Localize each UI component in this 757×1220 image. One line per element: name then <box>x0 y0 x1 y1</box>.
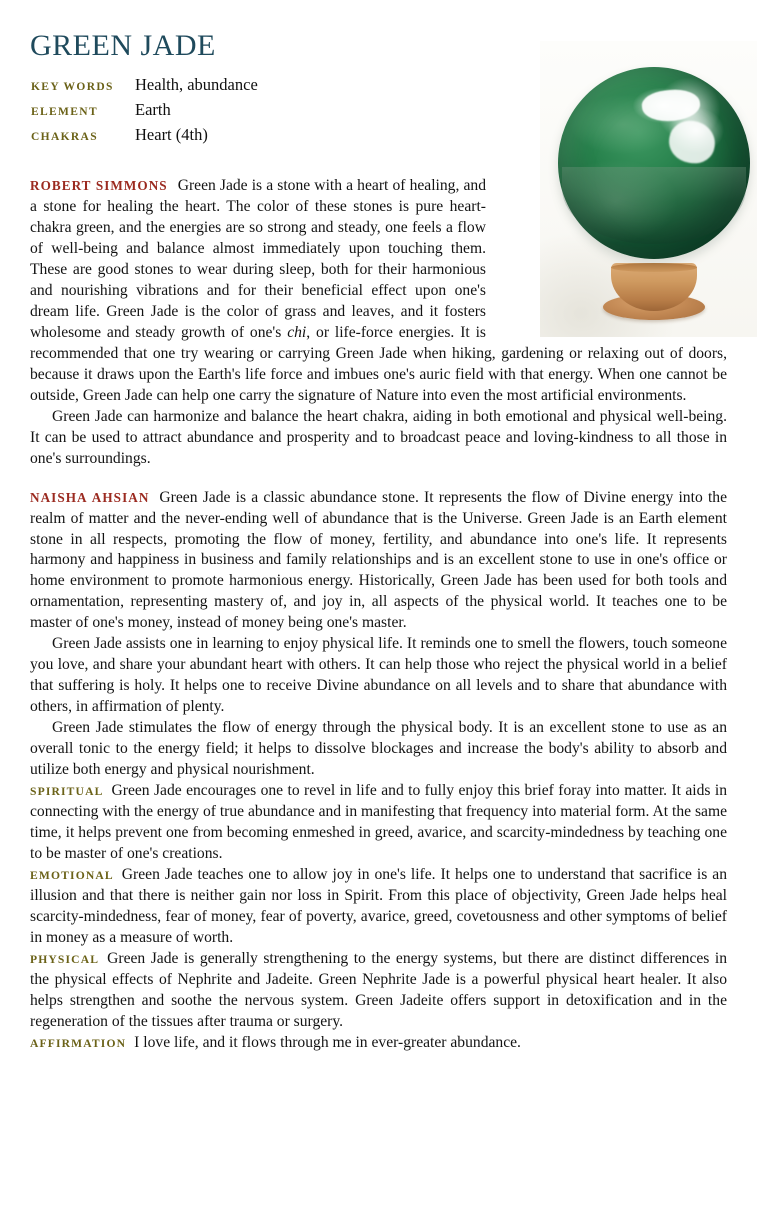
paragraph-spiritual <box>30 781 727 865</box>
article-body <box>30 176 727 1054</box>
section-label-emotional: EMOTIONAL <box>30 869 114 882</box>
section-text-emotional: Green Jade teaches one to allow joy in one's life. It helps one to understand that sacrifice is an illusion and that there is neither gain nor loss in Spirit. From this place of objectivity, Green Jade helps heal scarcity-mindedness, fear of money, fear of poverty, avarice, greed, covetousness and other symptoms of belief in money as a measure of worth. <box>30 866 727 946</box>
stone-attributes <box>31 74 471 149</box>
simmons-italic-chi: chi <box>287 323 307 341</box>
section-text-physical: Green Jade is generally strengthening to the energy systems, but there are distinct differences in the physical effects of Nephrite and Jadeite. Green Nephrite Jade is a powerful physical heart healer. It also helps strengthen and soothe the nervous system. Green Jadeite offers support in detoxification and in the regeneration of the tissues after trauma or surgery. <box>30 949 727 1030</box>
page-title: GREEN JADE <box>30 29 216 62</box>
paragraph-emotional <box>30 865 727 949</box>
ahsian-paragraph-1-text: Green Jade is a classic abundance stone. It represents the flow of Divine energy into the realm of matter and the never-ending well of abundance that is the Universe. Green Jade is an Earth element stone in all respects, promoting the flow of money, fertility, and abundance into one's life. It represents harmony and happiness in business and family relationships and is an excellent stone to use in one's office or home environment to promote harmonious energy. Historically, Green Jade has been used for both tools and ornamentation, representing mastery of, and joy in, all aspects of the physical world. It teaches one to be master of one's money, instead of money being one's master. <box>30 488 727 632</box>
attribute-label-chakras: CHAKRAS <box>31 131 98 144</box>
simmons-paragraph-1-part-a: Green Jade is a stone with a heart of healing, and a stone for healing the heart. The color of these stones is pure heart-chakra green, and the energies are so strong and steady, one feels a flow of well-being and balance almost immediately upon touching them. These are good stones to wear during sleep, both for their harmonious and nourishing vibrations and for their beneficial effect upon one's dream life. Green Jade is the color of grass and leaves, and it fosters wholesome and steady growth of one's <box>30 177 486 341</box>
paragraph-simmons-2: Green Jade can harmonize and balance the heart chakra, aiding in both emotional and physical well-being. It can be used to attract abundance and prosperity and to broadcast peace and loving-kindness to all those in one's surroundings. <box>30 407 727 467</box>
attribute-value-key-words: Health, abundance <box>135 75 258 94</box>
attribute-row-element <box>31 99 471 120</box>
section-text-affirmation: I love life, and it flows through me in ever-greater abundance. <box>134 1033 521 1051</box>
simmons-paragraph-1-part-b: , or life-force energies. It is recommended that one try wearing or carrying Green Jade when hiking, gardening or relaxing out of doors, because it draws upon the Earth's life force and imbues one's auric field with that energy. When one cannot be outside, Green Jade can help one carry the signature of Nature into even the most artificial environments. <box>30 323 727 404</box>
attribute-row-key-words <box>31 74 471 95</box>
author-byline-ahsian: NAISHA AHSIAN <box>30 489 150 505</box>
section-label-spiritual: SPIRITUAL <box>30 785 104 799</box>
author-byline-simmons: ROBERT SIMMONS <box>30 178 168 193</box>
attribute-value-element: Earth <box>135 100 171 120</box>
paragraph-ahsian-2: Green Jade assists one in learning to enjoy physical life. It reminds one to smell the flowers, touch someone you love, and share your abundant heart with others. It can help those who reject the physical world in a belief that suffering is holy. It helps one to receive Divine abundance on all levels and to share that abundance with others, in affirmation of plenty. <box>30 635 727 716</box>
paragraph-ahsian-1 <box>30 488 727 635</box>
attribute-value-chakras: Heart (4th) <box>135 125 208 145</box>
paragraph-ahsian-3: Green Jade stimulates the flow of energy through the physical body. It is an excellent stone to use as an overall tonic to the energy field; it helps to dissolve blockages and increase the body's ability to absorb and utilize both energy and physical nourishment. <box>30 719 727 779</box>
attribute-label-key-words: KEY WORDS <box>31 81 114 93</box>
attribute-label-element: ELEMENT <box>31 106 98 119</box>
attribute-row-chakras <box>31 124 471 145</box>
paragraph-affirmation <box>30 1033 727 1054</box>
photo-text-wrap-spacer <box>486 176 727 326</box>
section-label-affirmation: AFFIRMATION <box>30 1036 127 1050</box>
section-text-spiritual: Green Jade encourages one to revel in life and to fully enjoy this brief foray into matter. It aids in connecting with the energy of true abundance and in manifesting that frequency into material form. At the same time, it helps prevent one from becoming enmeshed in greed, avarice, and scarcity-mindedness by teaching one to be master of one's creations. <box>30 782 727 863</box>
section-label-physical: PHYSICAL <box>30 952 100 966</box>
paragraph-physical <box>30 949 727 1033</box>
